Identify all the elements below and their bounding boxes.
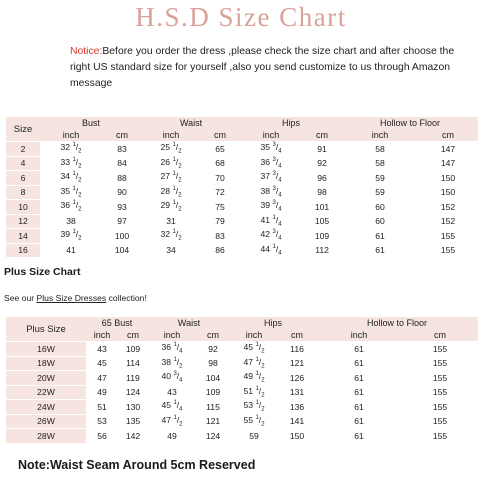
inch-cell: 28 $^1/_2$ — [142, 185, 200, 200]
cm-cell: 75 — [200, 199, 240, 214]
inch-cell: 42 $^3/_4$ — [240, 228, 302, 243]
inch-cell: 38 $^1/_2$ — [148, 356, 196, 371]
cm-cell: 155 — [402, 356, 478, 371]
size-row — [6, 141, 478, 156]
plus-size-row — [6, 414, 478, 429]
cm-cell: 124 — [196, 428, 230, 443]
size-cell: 4 — [6, 156, 40, 171]
plus-size-dresses-link[interactable]: Plus Size Dresses — [36, 293, 107, 303]
size-cell: 6 — [6, 170, 40, 185]
size-cell: 12 — [6, 214, 40, 229]
group-header-hollow-to-floor: Hollow to Floor — [316, 317, 478, 329]
cm-cell: 116 — [278, 341, 316, 356]
cm-cell: 119 — [118, 370, 148, 385]
inch-cell: 61 — [316, 341, 402, 356]
inch-cell: 35 $^3/_4$ — [240, 141, 302, 156]
inch-cell: 38 — [40, 214, 102, 229]
inch-cell: 61 — [342, 228, 418, 243]
inch-cell: 47 $^1/_2$ — [230, 356, 278, 371]
unit-header: cm — [278, 329, 316, 341]
inch-cell: 60 — [342, 214, 418, 229]
page-title: H.S.D Size Chart — [135, 2, 347, 32]
cm-cell: 141 — [278, 414, 316, 429]
inch-cell: 26 $^1/_2$ — [142, 156, 200, 171]
inch-cell: 56 — [86, 428, 118, 443]
inch-cell: 47 $^1/_2$ — [148, 414, 196, 429]
cm-cell: 109 — [302, 228, 342, 243]
cm-cell: 131 — [278, 385, 316, 400]
cm-cell: 150 — [418, 185, 478, 200]
notice-text: Before you order the dress ,please check the size chart and after choose the right US standard size for yourself ,also you send customize to us through Amazon message — [70, 46, 455, 89]
cm-cell: 152 — [418, 214, 478, 229]
inch-cell: 51 $^1/_2$ — [230, 385, 278, 400]
cm-cell: 121 — [278, 356, 316, 371]
size-chart-table — [6, 117, 478, 257]
inch-cell: 61 — [316, 399, 402, 414]
inch-cell: 45 $^1/_4$ — [148, 399, 196, 414]
cm-cell: 101 — [302, 199, 342, 214]
unit-header: cm — [118, 329, 148, 341]
cm-cell: 155 — [418, 243, 478, 258]
plus-size-note — [4, 293, 147, 303]
inch-cell: 53 $^1/_2$ — [230, 399, 278, 414]
size-cell: 10 — [6, 199, 40, 214]
inch-cell: 51 — [86, 399, 118, 414]
size-row — [6, 214, 478, 229]
inch-cell: 59 — [230, 428, 278, 443]
plus-size-heading: Plus Size Chart — [4, 266, 81, 278]
size-cell: 28W — [6, 428, 86, 443]
plus-size-row — [6, 399, 478, 414]
group-header-waist: Waist — [142, 117, 240, 129]
unit-header: cm — [196, 329, 230, 341]
inch-cell: 61 — [316, 428, 402, 443]
cm-cell: 147 — [418, 141, 478, 156]
inch-cell: 55 $^1/_2$ — [230, 414, 278, 429]
inch-cell: 39 $^1/_2$ — [40, 228, 102, 243]
inch-cell: 37 $^3/_4$ — [240, 170, 302, 185]
cm-cell: 114 — [118, 356, 148, 371]
cm-cell: 97 — [102, 214, 142, 229]
unit-header: cm — [302, 129, 342, 141]
unit-header: inch — [342, 129, 418, 141]
size-row — [6, 156, 478, 171]
plus-size-row — [6, 370, 478, 385]
inch-cell: 61 — [316, 385, 402, 400]
plus-size-row — [6, 356, 478, 371]
cm-cell: 121 — [196, 414, 230, 429]
size-row — [6, 243, 478, 258]
inch-cell: 33 $^1/_2$ — [40, 156, 102, 171]
plus-size-header: Plus Size — [6, 317, 86, 341]
group-header-hips: Hips — [240, 117, 342, 129]
cm-cell: 150 — [278, 428, 316, 443]
inch-cell: 25 $^1/_2$ — [142, 141, 200, 156]
inch-cell: 43 — [148, 385, 196, 400]
size-cell: 8 — [6, 185, 40, 200]
inch-cell: 49 $^1/_2$ — [230, 370, 278, 385]
cm-cell: 88 — [102, 170, 142, 185]
inch-cell: 58 — [342, 156, 418, 171]
size-row — [6, 185, 478, 200]
cm-cell: 83 — [200, 228, 240, 243]
unit-header: inch — [230, 329, 278, 341]
plus-note-suffix: collection! — [106, 293, 147, 303]
inch-cell: 40 $^3/_4$ — [148, 370, 196, 385]
inch-cell: 27 $^1/_2$ — [142, 170, 200, 185]
inch-cell: 41 — [40, 243, 102, 258]
cm-cell: 155 — [402, 428, 478, 443]
inch-cell: 60 — [342, 199, 418, 214]
cm-cell: 150 — [418, 170, 478, 185]
inch-cell: 43 — [86, 341, 118, 356]
cm-cell: 92 — [302, 156, 342, 171]
cm-cell: 72 — [200, 185, 240, 200]
cm-cell: 109 — [196, 385, 230, 400]
cm-cell: 124 — [118, 385, 148, 400]
unit-header: inch — [316, 329, 402, 341]
cm-cell: 92 — [196, 341, 230, 356]
inch-cell: 59 — [342, 185, 418, 200]
cm-cell: 100 — [102, 228, 142, 243]
inch-cell: 32 $^1/_2$ — [142, 228, 200, 243]
cm-cell: 130 — [118, 399, 148, 414]
inch-cell: 61 — [316, 356, 402, 371]
size-row — [6, 228, 478, 243]
notice-paragraph — [70, 44, 470, 92]
inch-cell: 36 $^1/_4$ — [148, 341, 196, 356]
cm-cell: 155 — [402, 370, 478, 385]
inch-cell: 49 — [148, 428, 196, 443]
cm-cell: 90 — [102, 185, 142, 200]
size-header: Size — [6, 117, 40, 141]
size-cell: 18W — [6, 356, 86, 371]
cm-cell: 155 — [418, 228, 478, 243]
inch-cell: 38 $^3/_4$ — [240, 185, 302, 200]
unit-header: inch — [40, 129, 102, 141]
inch-cell: 45 — [86, 356, 118, 371]
unit-header: inch — [148, 329, 196, 341]
group-header-waist: Waist — [148, 317, 230, 329]
unit-header: cm — [418, 129, 478, 141]
footer-note: Note:Waist Seam Around 5cm Reserved — [18, 458, 256, 472]
cm-cell: 96 — [302, 170, 342, 185]
inch-cell: 36 $^3/_4$ — [240, 156, 302, 171]
notice-label: Notice: — [70, 46, 103, 57]
cm-cell: 112 — [302, 243, 342, 258]
inch-cell: 45 $^1/_2$ — [230, 341, 278, 356]
size-cell: 2 — [6, 141, 40, 156]
inch-cell: 58 — [342, 141, 418, 156]
inch-cell: 41 $^1/_4$ — [240, 214, 302, 229]
cm-cell: 79 — [200, 214, 240, 229]
plus-size-row — [6, 428, 478, 443]
inch-cell: 31 — [142, 214, 200, 229]
size-cell: 20W — [6, 370, 86, 385]
cm-cell: 109 — [118, 341, 148, 356]
cm-cell: 104 — [102, 243, 142, 258]
cm-cell: 91 — [302, 141, 342, 156]
cm-cell: 98 — [302, 185, 342, 200]
cm-cell: 126 — [278, 370, 316, 385]
plus-size-chart-table — [6, 317, 478, 443]
cm-cell: 115 — [196, 399, 230, 414]
inch-cell: 61 — [316, 414, 402, 429]
unit-header: inch — [86, 329, 118, 341]
cm-cell: 104 — [196, 370, 230, 385]
plus-size-row — [6, 385, 478, 400]
size-row — [6, 199, 478, 214]
size-cell: 14 — [6, 228, 40, 243]
plus-size-row — [6, 341, 478, 356]
inch-cell: 35 $^1/_2$ — [40, 185, 102, 200]
inch-cell: 44 $^1/_4$ — [240, 243, 302, 258]
unit-header: cm — [102, 129, 142, 141]
unit-header: inch — [240, 129, 302, 141]
size-cell: 24W — [6, 399, 86, 414]
cm-cell: 136 — [278, 399, 316, 414]
cm-cell: 147 — [418, 156, 478, 171]
inch-cell: 61 — [316, 370, 402, 385]
inch-cell: 29 $^1/_2$ — [142, 199, 200, 214]
cm-cell: 155 — [402, 385, 478, 400]
cm-cell: 68 — [200, 156, 240, 171]
size-cell: 16W — [6, 341, 86, 356]
cm-cell: 155 — [402, 414, 478, 429]
inch-cell: 34 — [142, 243, 200, 258]
inch-cell: 61 — [342, 243, 418, 258]
inch-cell: 32 $^1/_2$ — [40, 141, 102, 156]
unit-header: cm — [200, 129, 240, 141]
cm-cell: 155 — [402, 341, 478, 356]
size-row — [6, 170, 478, 185]
cm-cell: 142 — [118, 428, 148, 443]
cm-cell: 65 — [200, 141, 240, 156]
cm-cell: 70 — [200, 170, 240, 185]
inch-cell: 59 — [342, 170, 418, 185]
size-cell: 22W — [6, 385, 86, 400]
inch-cell: 36 $^1/_2$ — [40, 199, 102, 214]
plus-note-prefix: See our — [4, 293, 37, 303]
unit-header: cm — [402, 329, 478, 341]
cm-cell: 152 — [418, 199, 478, 214]
inch-cell: 39 $^3/_4$ — [240, 199, 302, 214]
size-cell: 16 — [6, 243, 40, 258]
cm-cell: 93 — [102, 199, 142, 214]
group-header-hollow-to-floor: Hollow to Floor — [342, 117, 478, 129]
cm-cell: 155 — [402, 399, 478, 414]
cm-cell: 105 — [302, 214, 342, 229]
cm-cell: 98 — [196, 356, 230, 371]
group-header-bust: Bust — [40, 117, 142, 129]
cm-cell: 135 — [118, 414, 148, 429]
cm-cell: 84 — [102, 156, 142, 171]
inch-cell: 47 — [86, 370, 118, 385]
inch-cell: 53 — [86, 414, 118, 429]
group-header-bust: 65 Bust — [86, 317, 148, 329]
inch-cell: 34 $^1/_2$ — [40, 170, 102, 185]
inch-cell: 49 — [86, 385, 118, 400]
cm-cell: 86 — [200, 243, 240, 258]
cm-cell: 83 — [102, 141, 142, 156]
size-cell: 26W — [6, 414, 86, 429]
unit-header: inch — [142, 129, 200, 141]
group-header-hips: Hips — [230, 317, 316, 329]
